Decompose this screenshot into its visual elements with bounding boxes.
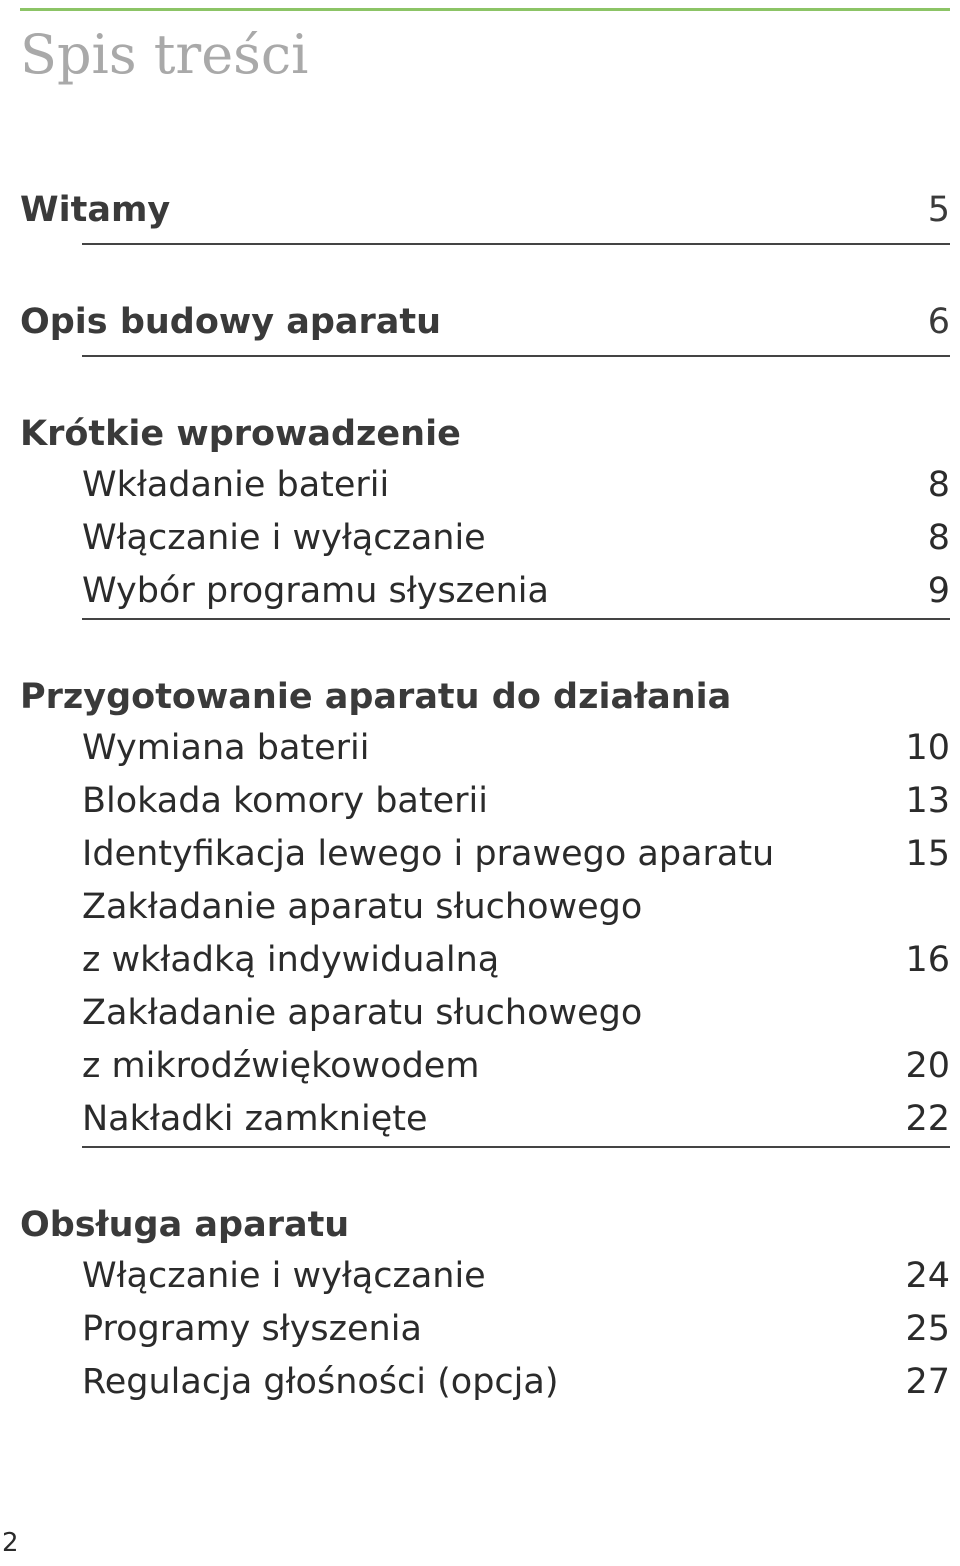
toc-entry-page: 13 <box>905 781 950 821</box>
toc-entry[interactable] <box>82 775 950 828</box>
toc-entry-label: Włączanie i wyłączanie <box>82 518 486 558</box>
toc-entry-label: Zakładanie aparatu słuchowego z mikrodźwiękowodem <box>82 993 643 1086</box>
toc-entry-label: Wkładanie baterii <box>82 465 390 505</box>
toc-entry-label: Blokada komory baterii <box>82 781 488 821</box>
toc-entry[interactable] <box>82 565 950 618</box>
toc-section-title: Witamy <box>20 190 171 230</box>
toc-entry[interactable] <box>82 987 950 1093</box>
toc-entry-label: Włączanie i wyłączanie <box>82 1256 486 1296</box>
toc-entry-label: Nakładki zamknięte <box>82 1099 428 1139</box>
toc-entry[interactable] <box>82 1303 950 1356</box>
toc-section-heading[interactable] <box>20 1200 950 1250</box>
toc-entry-page: 10 <box>905 728 950 768</box>
toc-section <box>20 185 950 245</box>
toc-entry-label: Wybór programu słyszenia <box>82 571 549 611</box>
toc-entry[interactable] <box>82 722 950 775</box>
toc-section-heading[interactable] <box>20 672 950 722</box>
toc-section-rule <box>82 355 950 357</box>
toc-entry-page: 22 <box>905 1099 950 1139</box>
table-of-contents <box>20 185 950 1461</box>
toc-entry-page: 15 <box>905 834 950 874</box>
toc-entry-page: 8 <box>927 518 950 558</box>
toc-entry-label: Zakładanie aparatu słuchowego z wkładką indywidualną <box>82 887 643 980</box>
page-number: 2 <box>2 1528 19 1558</box>
toc-entry-page: 20 <box>905 1046 950 1086</box>
toc-section <box>20 672 950 1148</box>
toc-entry[interactable] <box>82 1356 950 1409</box>
toc-section-rule <box>82 243 950 245</box>
toc-section <box>20 297 950 357</box>
toc-section-page: 5 <box>927 190 950 230</box>
toc-section-title: Krótkie wprowadzenie <box>20 414 461 454</box>
toc-entry[interactable] <box>82 459 950 512</box>
toc-entry-label: Regulacja głośności (opcja) <box>82 1362 559 1402</box>
toc-entry-page: 25 <box>905 1309 950 1349</box>
toc-entry-label: Wymiana baterii <box>82 728 370 768</box>
toc-section-rule <box>82 722 950 1148</box>
toc-section-heading[interactable] <box>20 409 950 459</box>
toc-entry[interactable] <box>82 512 950 565</box>
toc-section <box>20 409 950 620</box>
toc-entry-page: 24 <box>905 1256 950 1296</box>
top-accent-rule <box>20 8 950 11</box>
toc-section <box>20 1200 950 1409</box>
toc-entry-label: Identyfikacja lewego i prawego aparatu <box>82 834 775 874</box>
toc-section-heading[interactable] <box>20 185 950 235</box>
toc-entry-label: Programy słyszenia <box>82 1309 422 1349</box>
toc-entry-page: 16 <box>905 940 950 980</box>
toc-entry[interactable] <box>82 828 950 881</box>
toc-section-title: Obsługa aparatu <box>20 1205 350 1245</box>
toc-entry[interactable] <box>82 1093 950 1146</box>
toc-entry-page: 27 <box>905 1362 950 1402</box>
page-title: Spis treści <box>20 23 309 86</box>
toc-section-title: Opis budowy aparatu <box>20 302 442 342</box>
toc-entry-page: 8 <box>927 465 950 505</box>
toc-section-page: 6 <box>927 302 950 342</box>
toc-entry-page: 9 <box>927 571 950 611</box>
toc-entry[interactable] <box>82 881 950 987</box>
toc-section-title: Przygotowanie aparatu do działania <box>20 677 732 717</box>
toc-section-rule <box>82 459 950 620</box>
toc-entry[interactable] <box>82 1250 950 1303</box>
toc-section-heading[interactable] <box>20 297 950 347</box>
